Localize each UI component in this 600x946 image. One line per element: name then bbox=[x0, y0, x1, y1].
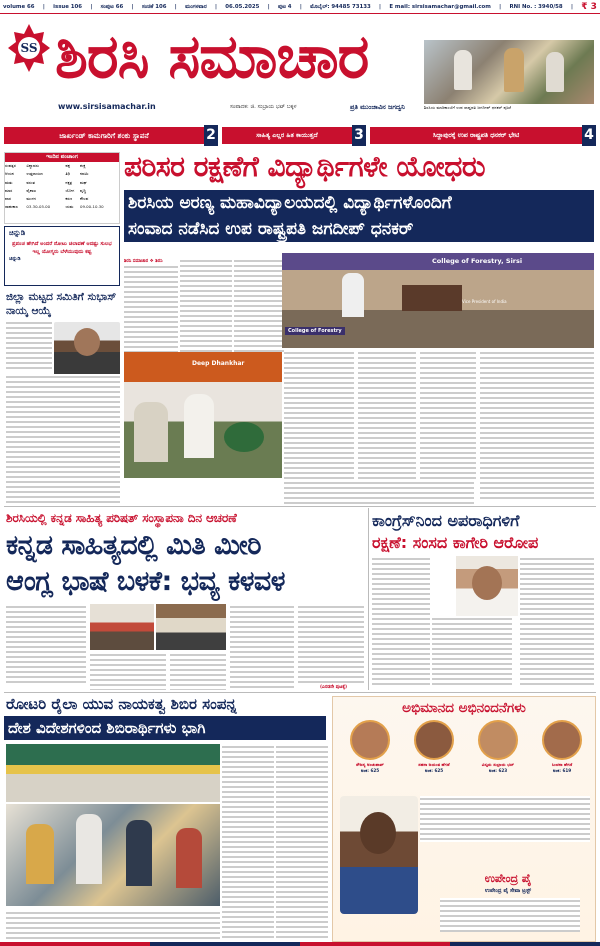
lead-photo-banner: College of Forestry, Sirsi bbox=[432, 257, 523, 265]
quote-text: ಪ್ರಪಂಚ ಹೇಗಿದೆ ಅಂದರೆ ನೋಟು ಚಲಾವಣೆ ಆದಷ್ಟು ಸುಲಭ ಇಲ್ಲ ಯೋಗ್ಯರು ಬೆಳೆಯುವುದು ಕಷ್ಟ bbox=[12, 241, 112, 255]
lead-photo-sign: Vice President of India bbox=[462, 299, 507, 304]
phone: ಮೊಬೈಲ್: 94485 73133 bbox=[310, 4, 371, 10]
teaser-2-label: ಸಾಹಿತ್ಯ ಎಲ್ಲರ ಹಿತ ಕಾಯುತ್ತದೆ bbox=[256, 131, 318, 139]
sahitya-continued: (ಎರಡನೇ ಪುಟಕ್ಕೆ) bbox=[320, 685, 348, 690]
teaser-1[interactable] bbox=[4, 127, 204, 144]
student-4-marks: ಅಂಕ: 619 bbox=[552, 768, 572, 773]
teaser-3[interactable] bbox=[370, 127, 582, 144]
masthead-photo bbox=[424, 40, 594, 104]
student-4-name: ಸಿಂಚನಾ ಹೆಗಡೆ bbox=[551, 762, 573, 767]
lead-text-col3 bbox=[234, 258, 284, 352]
lead-text-col5 bbox=[358, 350, 416, 480]
lead-text-col8 bbox=[284, 480, 474, 504]
lead-photo-main bbox=[282, 253, 594, 348]
lead-text-col4 bbox=[284, 350, 354, 480]
ad-student-4 bbox=[532, 720, 592, 792]
bottom-strip bbox=[0, 942, 600, 946]
lead-photo-banner-left: College of Forestry bbox=[285, 327, 345, 335]
pages: ಪುಟ 4 bbox=[278, 4, 292, 10]
issue: issue 106 bbox=[53, 4, 83, 10]
quote-title: ಚಿನ್ನುಡಿ bbox=[9, 229, 26, 237]
rotary-headline-1: ರೋಟರಿ ರೈಲಾ ಯುವ ನಾಯಕತ್ವ ಶಿಬಿರ ಸಂಪನ್ನ bbox=[6, 695, 237, 713]
congress-text-col3 bbox=[520, 556, 594, 688]
quote-footer: ಚಿನ್ನುಡಿ bbox=[9, 256, 21, 262]
ad-student-1 bbox=[340, 720, 400, 792]
sahitya-headline-2: ಆಂಗ್ಲ ಭಾಷೆ ಬಳಕೆ: ಭವ್ಯ ಕಳವಳ bbox=[6, 566, 285, 597]
teaser-3-page: 4 bbox=[582, 125, 596, 146]
ad-person-photo bbox=[340, 796, 418, 914]
rotary-text-col2 bbox=[222, 744, 274, 940]
lead-text-col2 bbox=[180, 258, 232, 352]
teaser-3-label: ಸಿದ್ದಾಪುರಕ್ಕೆ ಉಪ ರಾಷ್ಟ್ರಪತಿ ಧನಕರ್ ಭೇಟಿ bbox=[432, 131, 520, 139]
lead-subhead-2: ಸಂವಾದ ನಡೆಸಿದ ಉಪ ರಾಷ್ಟ್ರಪತಿ ಜಗದೀಪ್ ಧನಕರ್ bbox=[128, 219, 414, 239]
logo-emblem bbox=[6, 22, 52, 76]
samputa: ಸಂಪುಟ 66 bbox=[100, 4, 124, 10]
sanchike: ಸಂಚಿಕೆ 106 bbox=[141, 4, 167, 10]
left-story-text bbox=[6, 320, 52, 370]
lead-photo-plant bbox=[124, 352, 282, 478]
ad-footer-text bbox=[440, 898, 580, 932]
congress-headline-1: ಕಾಂಗ್ರೆಸ್‌ನಿಂದ ಅಪರಾಧಿಗಳಿಗೆ bbox=[372, 511, 520, 530]
student-3-name: ವಿಸ್ಮಯ ಸುಬ್ರಾಯ ಭಟ್ bbox=[481, 762, 515, 767]
rotary-headline-2: ದೇಶ ವಿದೇಶಗಳಿಂದ ಶಿಬಿರಾರ್ಥಿಗಳು ಭಾಗಿ bbox=[8, 719, 206, 737]
ad-student-3 bbox=[468, 720, 528, 792]
sahitya-kicker: ಶಿರಸಿಯಲ್ಲಿ ಕನ್ನಡ ಸಾಹಿತ್ಯ ಪರಿಷತ್ ಸಂಸ್ಥಾಪನಾ ದಿನ ಆಚರಣೆ bbox=[6, 511, 237, 525]
teaser-2[interactable] bbox=[222, 127, 352, 144]
ad-title: ಅಭಿಮಾನದ ಅಭಿನಂದನೆಗಳು bbox=[402, 700, 526, 716]
sahitya-text-col3 bbox=[170, 652, 226, 690]
rni: RNI No. : 3940/58 bbox=[509, 4, 563, 10]
sahitya-text-col1 bbox=[6, 604, 86, 684]
masthead-photo-caption: ಶಿರಸಿಯ ಮಾರಿಕಾಂಬೆಗೆ ಉಪ ರಾಷ್ಟ್ರಪತಿ ಜಗದೀಪ್ ಧನಕರ್ ಪೂಜೆ bbox=[424, 105, 512, 110]
sahitya-text-col2 bbox=[90, 652, 166, 690]
sahitya-headline-1: ಕನ್ನಡ ಸಾಹಿತ್ಯದಲ್ಲಿ ಮಿತಿ ಮೀರಿ bbox=[6, 530, 261, 561]
rotary-text-col3 bbox=[276, 744, 328, 940]
teaser-1-label: ಜಾರ್ಖಂಡ್ ಕಾಮಗಾರಿಗೆ ಶಂಕು ಸ್ಥಾಪನೆ bbox=[59, 130, 149, 140]
lead-text-col1 bbox=[124, 264, 178, 352]
price: ₹ 3 bbox=[581, 2, 597, 12]
logo-letters: SS bbox=[20, 41, 38, 55]
day: ಮಂಗಳವಾರ bbox=[185, 4, 207, 10]
panchanga-title: ಇಂದಿನ ಪಂಚಾಂಗ bbox=[5, 153, 119, 162]
masthead-title: ಶಿರಸಿ ಸಮಾಚಾರ bbox=[55, 22, 369, 92]
date: 06.05.2025 bbox=[225, 4, 260, 10]
student-1-marks: ಅಂಕ: 625 bbox=[360, 768, 380, 773]
lead-photo-plant-sign: Deep Dhankhar bbox=[192, 360, 245, 367]
lead-headline: ಪರಿಸರ ರಕ್ಷಣೆಗೆ ವಿದ್ಯಾರ್ಥಿಗಳೇ ಯೋಧರು bbox=[124, 150, 486, 183]
ad-person-name: ಉಪೇಂದ್ರ ಪೈ bbox=[484, 872, 532, 885]
ad-org: ಉಪೇಂದ್ರ ಪೈ ಸೇವಾ ಟ್ರಸ್ಟ್ bbox=[484, 888, 532, 894]
rotary-photo-2 bbox=[6, 804, 220, 906]
panchanga-box bbox=[4, 152, 120, 224]
sahitya-photo-1 bbox=[90, 604, 154, 650]
student-3-marks: ಅಂಕ: 623 bbox=[488, 768, 508, 773]
volume: volume 66 bbox=[3, 4, 35, 10]
sahitya-text-col5 bbox=[298, 604, 364, 684]
student-2-photo bbox=[414, 720, 454, 760]
ad-body-text bbox=[420, 796, 590, 842]
rotary-photo-1 bbox=[6, 744, 220, 802]
panchanga-table: ಸಂವತ್ಸರ ವಿಶ್ವಾವಸು ಪಕ್ಷ ಶುಕ್ಲ ಆಯನ ಉತ್ತರಾಯಣ ತಿಥಿ ನವಮಿ ಋತು ವಸಂತ ನಕ್ಷತ್ರ ಮಘ ಮಾಸ ವೈಶಾಖ ಯೋಗ ವೃದ್ಧಿ ವಾರ ಮಂಗಳ ಕರಣ ಕೌಲವ ರಾಹುಕಾಲ 03.30-05.00 ಯಮ 09.00-10.30 bbox=[5, 163, 104, 210]
tagline: ಪ್ರತಿ ಮುಂಜಾವಿನ ಜಗದ್ವನಿ bbox=[350, 103, 405, 111]
congress-photo bbox=[456, 556, 518, 616]
quote-box bbox=[4, 226, 120, 286]
email[interactable]: E mail: sirsisamachar@gmail.com bbox=[389, 4, 491, 10]
sahitya-photo-2 bbox=[156, 604, 226, 650]
congress-text-col2 bbox=[432, 616, 512, 688]
ad-student-2 bbox=[404, 720, 464, 792]
student-2-marks: ಅಂಕ: 625 bbox=[424, 768, 444, 773]
rotary-text-col1 bbox=[6, 910, 220, 940]
sahitya-text-col4 bbox=[230, 604, 294, 690]
student-1-photo bbox=[350, 720, 390, 760]
lead-subhead-1: ಶಿರಸಿಯ ಅರಣ್ಯ ಮಹಾವಿದ್ಯಾಲಯದಲ್ಲಿ ವಿದ್ಯಾರ್ಥಿಗಳೊಂದಿಗೆ bbox=[128, 193, 452, 213]
lead-text-col6 bbox=[420, 350, 476, 480]
website[interactable]: www.sirsisamachar.in bbox=[58, 102, 156, 111]
top-info-bar: volume 66 | issue 106 | ಸಂಪುಟ 66 | ಸಂಚಿಕೆ 106 | ಮಂಗಳವಾರ | 06.05.2025 | ಪುಟ 4 | ಮೊಬೈಲ್: 94485 73133 | E mail: sirsisamachar@gmail.com | RNI No. : 3940/58 | ₹ 3 bbox=[0, 0, 600, 14]
teaser-2-page: 3 bbox=[352, 125, 366, 146]
student-2-name: ಸಹನಾ ಜಯಂತ ಹೆಗಡೆ bbox=[418, 762, 450, 767]
lead-byline: ಶಿರಸಿ ಸಮಾಚಾರ ❖ ಶಿರಸಿ bbox=[124, 259, 163, 264]
editor: ಸಂಪಾದಕ: ಜಿ. ಸುಬ್ರಾಯ ಭಟ್ ಬಕ್ಕಳ bbox=[230, 104, 297, 110]
student-4-photo bbox=[542, 720, 582, 760]
student-3-photo bbox=[478, 720, 518, 760]
congress-text-col1 bbox=[372, 556, 430, 688]
left-story-headline: ಜಿಲ್ಲಾ ಮಟ್ಟದ ಸಮಿತಿಗೆ ಸುಭಾಸ್ ನಾಯ್ಕ ಆಯ್ಕೆ bbox=[6, 291, 117, 317]
lead-text-col7 bbox=[480, 350, 594, 500]
congress-headline-2: ರಕ್ಷಣೆ: ಸಂಸದ ಕಾಗೇರಿ ಆರೋಪ bbox=[372, 533, 539, 552]
left-story-body bbox=[6, 374, 120, 504]
student-1-name: ಸೌಜನ್ಯ ಅಂಚುಪಾಟ್ bbox=[355, 762, 385, 767]
teaser-1-page: 2 bbox=[204, 125, 218, 146]
